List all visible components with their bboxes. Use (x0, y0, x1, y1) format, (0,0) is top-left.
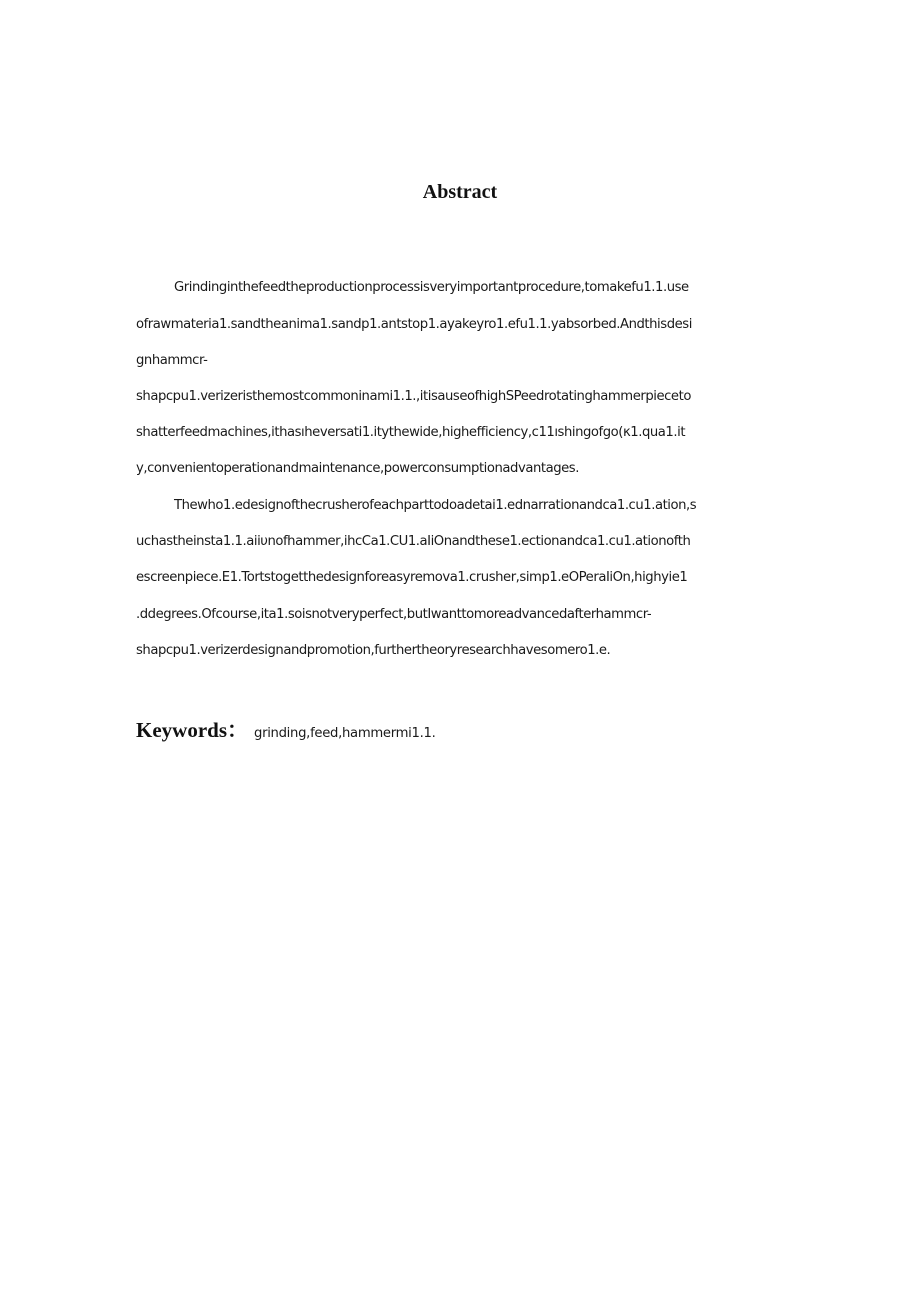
paragraph-2-line-5: shapcpu1.verizerdesignandpromotion,furthertheoryresearchhavesomero1.e. (136, 643, 611, 658)
paragraph-1-line-1: Grindinginthefeedtheproductionprocessisveryimportantprocedure,tomakefu1.1.use (174, 280, 689, 295)
paragraph-2-line-1: Thewho1.edesignofthecrusherofeachparttodoadetai1.ednarrationandca1.cu1.ation,s (174, 498, 697, 513)
abstract-title: Abstract (422, 181, 498, 203)
keywords-line (136, 714, 436, 744)
paragraph-1-line-3: gnhammcr- (136, 353, 208, 368)
paragraph-2-line-4: .ddegrees.Ofcourse,ita1.soisnotveryperfect,butIwanttomoreadvancedafterhammcr- (136, 607, 652, 622)
keywords-label: Keywords： (136, 718, 248, 742)
keywords-value: grinding,feed,hammermi1.1. (254, 726, 436, 741)
paragraph-1-line-6: y,convenientoperationandmaintenance,powerconsumptionadvantages. (136, 461, 579, 476)
paragraph-2-line-2: uchastheinsta1.1.aiiυnofhammer,ihcCa1.CU1.aIiOnandthese1.ectionandca1.cu1.ationofth (136, 534, 691, 549)
paragraph-1-line-4: shapcpu1.verizeristhemostcommoninami1.1.,itisauseofhighSPeedrotatinghammerpieceto (136, 389, 691, 404)
paragraph-1-line-5: shatterfeedmachines,ithasıheversati1.itythewide,highefficiency,c11ıshingofgo(κ1.qua1.it (136, 425, 686, 440)
paragraph-2-line-3: escreenpiece.E1.Tortstogetthedesignforeasyremova1.crusher,simp1.eOPeraIiOn,highyie1 (136, 570, 688, 585)
paragraph-1-line-2: ofrawmateria1.sandtheanima1.sandp1.antstop1.ayakeyro1.efu1.1.yabsorbed.Andthisdesi (136, 317, 692, 332)
